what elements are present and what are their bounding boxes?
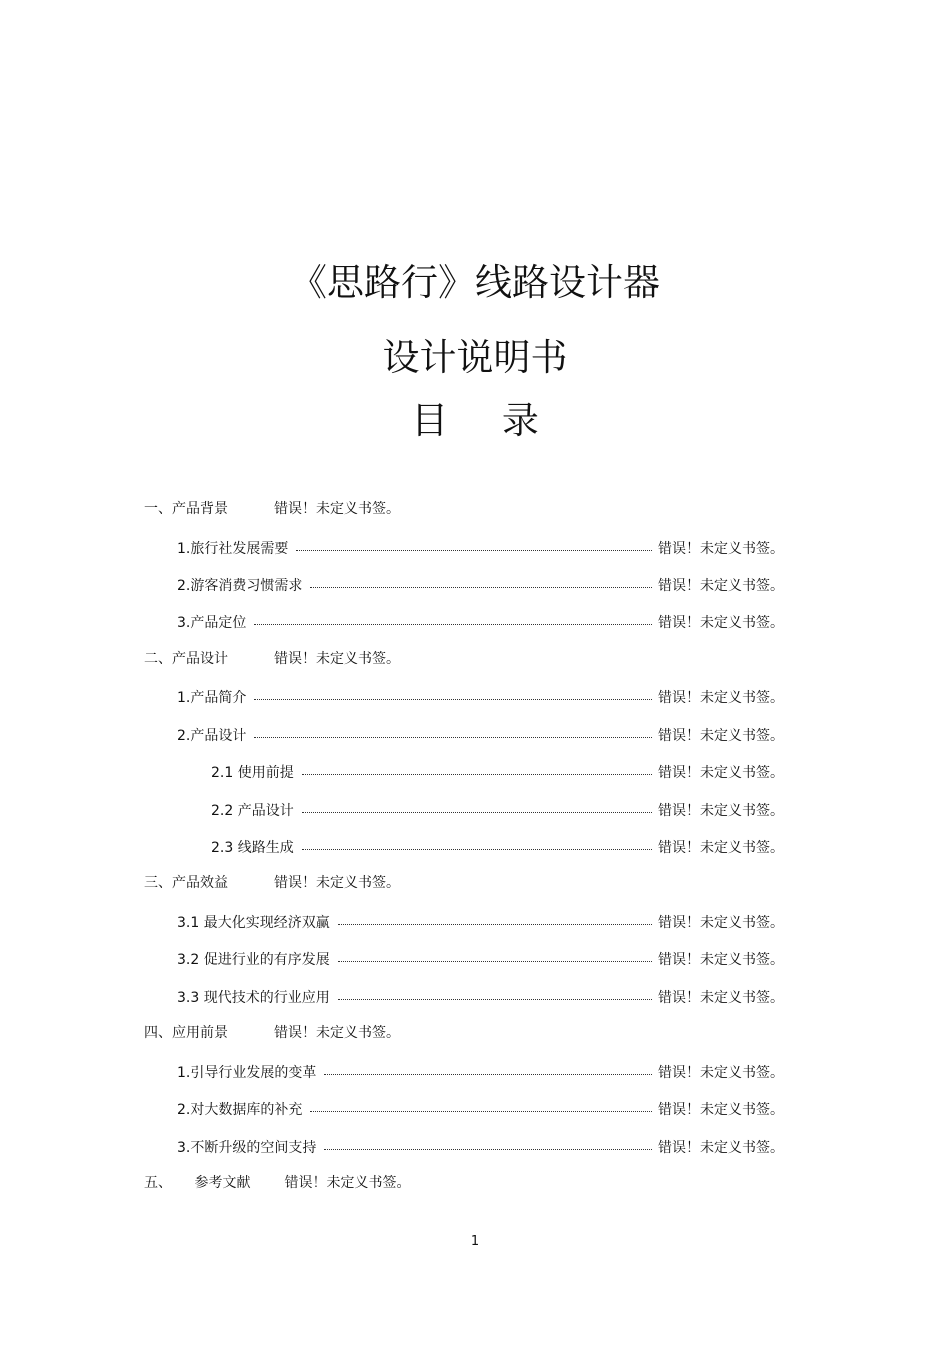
toc-entry-label: 2.产品设计 <box>177 728 247 744</box>
toc-dot-leader <box>254 721 652 738</box>
toc-entry-row[interactable] <box>211 760 784 784</box>
toc-entry-label: 五、 参考文献 <box>144 1175 251 1191</box>
toc-entry-row[interactable] <box>177 610 784 634</box>
toc-entry-label: 2.对大数据库的补充 <box>177 1102 303 1118</box>
toc-entry-page: 错误！未定义书签。 <box>658 803 784 819</box>
toc-entry-label: 2.2 产品设计 <box>211 803 294 819</box>
toc-entry-label: 3.3 现代技术的行业应用 <box>177 990 330 1006</box>
toc-section-row[interactable] <box>144 497 400 521</box>
toc-entry-label: 2.3 线路生成 <box>211 840 294 856</box>
toc-entry-page: 错误！未定义书签。 <box>658 915 784 931</box>
toc-entry-row[interactable] <box>177 985 784 1009</box>
toc-dot-leader <box>338 908 652 925</box>
toc-entry-page: 错误！未定义书签。 <box>658 541 784 557</box>
toc-entry-page: 错误！未定义书签。 <box>658 728 784 744</box>
toc-dot-leader <box>254 608 652 625</box>
toc-entry-label: 二、产品设计 <box>144 651 228 667</box>
toc-entry-page: 错误！未定义书签。 <box>658 1102 784 1118</box>
toc-entry-page: 错误！未定义书签。 <box>658 765 784 781</box>
toc-dot-leader <box>302 758 652 775</box>
toc-entry-label: 1.产品简介 <box>177 690 247 706</box>
toc-dot-leader <box>254 683 652 700</box>
toc-entry-row[interactable] <box>177 1097 784 1121</box>
document-subtitle: 设计说明书 <box>382 336 568 379</box>
toc-section-row[interactable] <box>144 871 400 895</box>
toc-entry-page: 错误！未定义书签。 <box>658 578 784 594</box>
toc-entry-page: 错误！未定义书签。 <box>274 651 400 667</box>
toc-entry-row[interactable] <box>177 910 784 934</box>
toc-entry-row[interactable] <box>177 1135 784 1159</box>
toc-entry-page: 错误！未定义书签。 <box>658 990 784 1006</box>
toc-entry-row[interactable] <box>211 835 784 859</box>
toc-entry-page: 错误！未定义书签。 <box>658 952 784 968</box>
toc-dot-leader <box>302 796 652 813</box>
toc-entry-row[interactable] <box>177 573 784 597</box>
document-title: 《思路行》线路设计器 <box>290 261 660 304</box>
toc-entry-label: 一、产品背景 <box>144 501 228 517</box>
toc-entry-row[interactable] <box>177 723 784 747</box>
toc-entry-label: 2.游客消费习惯需求 <box>177 578 303 594</box>
toc-entry-page: 错误！未定义书签。 <box>658 615 784 631</box>
toc-dot-leader <box>310 1095 652 1112</box>
toc-entry-label: 四、应用前景 <box>144 1025 228 1041</box>
toc-entry-label: 2.1 使用前提 <box>211 765 294 781</box>
toc-section-row[interactable] <box>144 1021 400 1045</box>
toc-entry-label: 1.旅行社发展需要 <box>177 541 289 557</box>
page-number: 1 <box>470 1234 480 1249</box>
toc-entry-page: 错误！未定义书签。 <box>274 875 400 891</box>
toc-dot-leader <box>310 571 652 588</box>
toc-section-row[interactable] <box>144 1171 410 1195</box>
toc-dot-leader <box>302 833 652 850</box>
toc-entry-label: 3.1 最大化实现经济双赢 <box>177 915 330 931</box>
toc-section-row[interactable] <box>144 647 400 671</box>
toc-entry-row[interactable] <box>177 947 784 971</box>
toc-dot-leader <box>296 534 652 551</box>
toc-entry-page: 错误！未定义书签。 <box>658 1140 784 1156</box>
toc-entry-page: 错误！未定义书签。 <box>658 690 784 706</box>
toc-entry-page: 错误！未定义书签。 <box>658 840 784 856</box>
toc-entry-row[interactable] <box>177 685 784 709</box>
toc-dot-leader <box>324 1133 652 1150</box>
toc-entry-label: 3.产品定位 <box>177 615 247 631</box>
toc-heading: 目 录 <box>411 399 539 442</box>
toc-dot-leader <box>338 945 652 962</box>
toc-entry-page: 错误！未定义书签。 <box>284 1175 411 1191</box>
toc-entry-page: 错误！未定义书签。 <box>658 1065 784 1081</box>
toc-entry-row[interactable] <box>177 1060 784 1084</box>
toc-dot-leader <box>338 983 652 1000</box>
toc-entry-label: 3.不断升级的空间支持 <box>177 1140 317 1156</box>
toc-entry-row[interactable] <box>177 536 784 560</box>
toc-entry-label: 三、产品效益 <box>144 875 228 891</box>
toc-entry-label: 1.引导行业发展的变革 <box>177 1065 317 1081</box>
toc-entry-row[interactable] <box>211 798 784 822</box>
toc-entry-page: 错误！未定义书签。 <box>274 501 400 517</box>
toc-entry-page: 错误！未定义书签。 <box>274 1025 400 1041</box>
toc-entry-label: 3.2 促进行业的有序发展 <box>177 952 330 968</box>
toc-dot-leader <box>324 1058 652 1075</box>
